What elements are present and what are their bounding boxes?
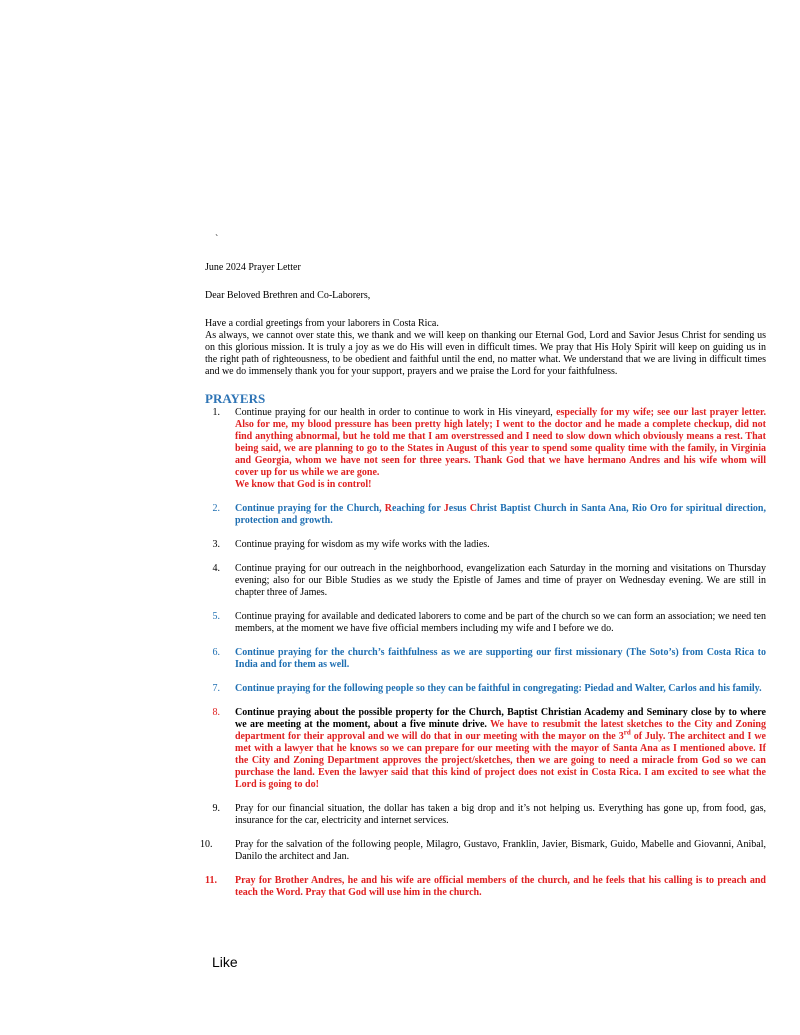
letter-title: June 2024 Prayer Letter — [205, 262, 301, 273]
salutation: Dear Beloved Brethren and Co-Laborers, — [205, 290, 371, 301]
item-text: Continue praying for our outreach in the neighborhood, evangelization each Saturday in the morning and visitations on Thursday evening; also for our Bible Studies as we study the Epistle of James and time of prayer on Wednesday evening. We are still in chapter three of James. — [235, 563, 766, 598]
intro-paragraph: As always, we cannot over state this, we thank and we will keep on thanking our Eternal God, Lord and Savior Jesus Christ for sending us on this glorious mission. It is truly a joy as we do His will even in difficult times. We pray that His Holy Spirit will keep on guiding us in the right path of righteousness, to be obedient and faithful until the end, no matter what. We understand that we are living in difficult times and we do immensely thank you for your support, prayers and we praise the Lord for your faithfulness. — [205, 330, 766, 377]
prayer-item-4 — [205, 563, 766, 599]
prayer-list — [200, 407, 766, 899]
item-text: Pray for the salvation of the following people, Milagro, Gustavo, Franklin, Javier, Bismark, Guido, Mabelle and Giovanni, Anibal, Danilo the architect and Jan. — [235, 839, 766, 862]
prayer-item-5 — [205, 611, 766, 635]
prayer-item-10 — [200, 839, 766, 863]
item-number: 11. — [205, 875, 217, 886]
item-emphasis: We have to resubmit the latest sketches to the City and Zoning department for their approval and we will do that in our meeting with the mayor on the 3 — [235, 719, 766, 742]
item-number: 1. — [212, 407, 220, 418]
item-text: eaching for — [392, 503, 444, 514]
item-text: Continue praying for the church’s faithfulness as we are supporting our first missionary (The Soto’s) from Costa Rica to India and for them as well. — [235, 647, 766, 670]
item-number: 4. — [212, 563, 220, 574]
item-text: Continue praying for wisdom as my wife works with the ladies. — [235, 539, 490, 550]
prayers-heading: PRAYERS — [205, 391, 266, 406]
acronym-letter-j: J — [443, 503, 449, 514]
item-number: 9. — [212, 803, 220, 814]
prayer-item-9 — [205, 803, 766, 827]
prayer-item-2 — [205, 503, 766, 527]
stray-mark: ` — [215, 234, 219, 245]
like-label[interactable]: Like — [212, 954, 238, 970]
item-emphasis-2: We know that God is in control! — [235, 479, 372, 490]
item-text: Continue praying for our health in order to continue to work in His vineyard, — [235, 407, 557, 418]
prayer-item-1 — [205, 407, 766, 491]
greeting: Have a cordial greetings from your laborers in Costa Rica. — [205, 318, 439, 329]
item-text: hrist Baptist Church in Santa Ana, Rio Oro for spiritual direction, protection and growth. — [235, 503, 766, 526]
prayer-item-8 — [205, 707, 766, 791]
item-text: Pray for Brother Andres, he and his wife are official members of the church, and he feels that his calling is to preach and teach the Word. Pray that God will use him in the church. — [235, 875, 766, 898]
item-text: Pray for our financial situation, the dollar has taken a big drop and it’s not helping us. Everything has gone up, from food, gas, insurance for the car, electricity and internet services. — [235, 803, 766, 826]
item-number: 10. — [200, 839, 213, 850]
item-number: 6. — [212, 647, 220, 658]
item-number: 5. — [212, 611, 220, 622]
item-number: 3. — [212, 539, 220, 550]
acronym-letter-c: C — [469, 503, 477, 514]
item-number: 2. — [212, 503, 220, 514]
prayer-item-3 — [205, 539, 766, 551]
item-text: Continue praying for available and dedicated laborers to come and be part of the church so we can form an association; we need ten members, at the moment we have five official members including my wife and I before we do. — [235, 611, 766, 634]
item-text: Continue praying about the possible property for the Church, Baptist Christian Academy and Seminary close by to where we are meeting at the moment, about a five minute drive. — [235, 707, 766, 730]
item-text: Continue praying for the Church, — [235, 503, 385, 514]
prayer-item-6 — [205, 647, 766, 671]
item-emphasis-2: of July. The architect and I we met with a lawyer that he knows so we can prepare for our meeting with the mayor of Santa Ana as I mentioned above. If the City and Zoning Department approves the project/sketches, then we are going to need a miracle from God so we can purchase the land. Even the lawyer said that this kind of project does not exist in Costa Rica. I am excited to see what the Lord is going to do! — [235, 731, 766, 790]
item-emphasis: especially for my wife; see our last prayer letter. Also for me, my blood pressure has been pretty high lately; I went to the doctor and he made a complete checkup, did not find anything abnormal, but he told me that I am overstressed and I need to slow down which obviously means a rest. That being said, we are planning to go to the States in August of this year to spend some quality time with the family, in Virginia and Georgia, whom we have not seen for three years. Thank God that we have hermano Andres and his wife whom will cover up for us while we are gone. — [235, 407, 766, 478]
item-number: 8. — [212, 707, 220, 718]
item-text: esus — [448, 503, 470, 514]
prayer-item-11 — [205, 875, 766, 899]
acronym-letter-r: R — [384, 503, 393, 514]
letter-body — [200, 262, 766, 911]
item-number: 7. — [212, 683, 220, 694]
ordinal-suffix: rd — [623, 728, 631, 737]
item-text: Continue praying for the following people so they can be faithful in congregating: Piedad and Walter, Carlos and his family. — [235, 683, 762, 694]
prayer-item-7 — [205, 683, 766, 695]
